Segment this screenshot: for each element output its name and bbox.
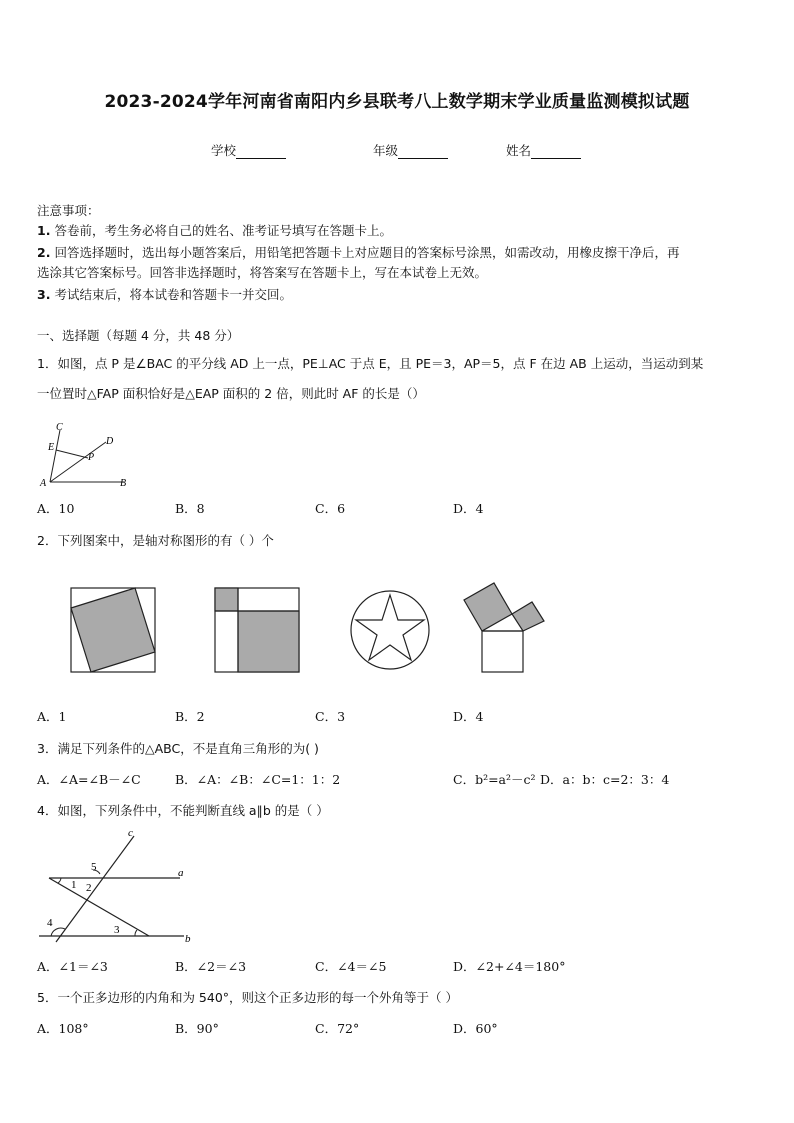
q1-stem-line2: 一位置时△FAP 面积恰好是△EAP 面积的 2 倍，则此时 AF 的长是（） bbox=[37, 386, 425, 401]
q5-option-d[interactable]: D．60° bbox=[453, 1021, 498, 1036]
q1-stem-line1: 1．如图，点 P 是∠BAC 的平分线 AD 上一点，PE⊥AC 于点 E，且 PE＝3，AP＝5，点 F 在边 AB 上运动，当运动到某 bbox=[37, 356, 704, 371]
q2-option-c[interactable]: C．3 bbox=[315, 709, 346, 724]
exam-title: 2023-2024学年河南省南阳内乡县联考八上数学期末学业质量监测模拟试题 bbox=[104, 92, 690, 112]
q2-figure-4 bbox=[464, 583, 544, 672]
q1-label-a: A bbox=[40, 478, 47, 489]
q1-option-d[interactable]: D．4 bbox=[453, 501, 484, 516]
q4-option-b[interactable]: B．∠2＝∠3 bbox=[175, 959, 247, 974]
grade-blank bbox=[398, 145, 448, 159]
q1-label-d: D bbox=[106, 436, 114, 447]
q4-figure bbox=[34, 826, 204, 950]
q4-stem: 4．如图，下列条件中，不能判断直线 a∥b 的是（ ） bbox=[37, 803, 329, 818]
school-field bbox=[211, 141, 286, 159]
q2-option-d[interactable]: D．4 bbox=[453, 709, 484, 724]
q1-figure bbox=[36, 418, 136, 494]
name-label: 姓名 bbox=[506, 143, 532, 158]
name-blank bbox=[531, 145, 581, 159]
q5-option-b[interactable]: B．90° bbox=[175, 1021, 219, 1036]
grade-label: 年级 bbox=[373, 143, 399, 158]
grade-field bbox=[373, 141, 448, 159]
q5-option-c[interactable]: C．72° bbox=[315, 1021, 360, 1036]
q4-label-a: a bbox=[178, 867, 184, 879]
q5-stem: 5．一个正多边形的内角和为 540°，则这个正多边形的每一个外角等于（ ） bbox=[37, 990, 459, 1005]
notice-item-3: 3. 考试结束后，将本试卷和答题卡一并交回。 bbox=[37, 287, 292, 302]
q4-label-2: 2 bbox=[86, 882, 92, 894]
q3-stem: 3．满足下列条件的△ABC，不是直角三角形的为( ) bbox=[37, 741, 319, 756]
q4-option-c[interactable]: C．∠4＝∠5 bbox=[315, 959, 387, 974]
section-heading: 一、选择题（每题 4 分，共 48 分） bbox=[37, 328, 240, 343]
school-blank bbox=[236, 145, 286, 159]
q4-label-3: 3 bbox=[114, 924, 120, 936]
q5-option-a[interactable]: A．108° bbox=[37, 1021, 89, 1036]
q2-figure-2 bbox=[215, 588, 299, 672]
q2-option-a[interactable]: A．1 bbox=[37, 709, 67, 724]
q4-label-4: 4 bbox=[47, 917, 53, 929]
q2-figures bbox=[60, 580, 560, 680]
q1-label-p: P bbox=[88, 452, 95, 463]
name-field bbox=[506, 141, 581, 159]
school-label: 学校 bbox=[211, 143, 237, 158]
notice-item-2: 2. 回答选择题时，选出每小题答案后，用铅笔把答题卡上对应题目的答案标号涂黑，如需改动，用橡皮擦干净后，再 bbox=[37, 245, 680, 260]
q4-label-1: 1 bbox=[71, 879, 77, 891]
q4-label-b: b bbox=[185, 933, 191, 945]
notice-heading: 注意事项： bbox=[37, 203, 100, 218]
q1-option-c[interactable]: C．6 bbox=[315, 501, 346, 516]
notice-item-2-cont: 选涂其它答案标号。回答非选择题时，将答案写在答题卡上，写在本试卷上无效。 bbox=[37, 265, 488, 280]
q1-option-a[interactable]: A．10 bbox=[37, 501, 75, 516]
q4-label-c: c bbox=[128, 827, 133, 839]
q3-option-d[interactable]: D．a：b：c=2：3：4 bbox=[540, 772, 670, 787]
q4-label-5: 5 bbox=[91, 861, 97, 873]
q2-figure-3 bbox=[351, 591, 429, 669]
q1-option-b[interactable]: B．8 bbox=[175, 501, 205, 516]
q1-label-c: C bbox=[56, 422, 63, 433]
q1-label-b: B bbox=[120, 478, 127, 489]
q2-figure-1 bbox=[71, 588, 155, 672]
q3-option-b[interactable]: B．∠A：∠B：∠C=1：1：2 bbox=[175, 772, 341, 787]
q1-label-e: E bbox=[48, 442, 55, 453]
q2-option-b[interactable]: B．2 bbox=[175, 709, 205, 724]
notice-item-1: 1. 答卷前，考生务必将自己的姓名、准考证号填写在答题卡上。 bbox=[37, 223, 392, 238]
q2-stem: 2．下列图案中，是轴对称图形的有（ ）个 bbox=[37, 533, 274, 548]
q3-option-c[interactable]: C．b²=a²－c² bbox=[453, 772, 536, 787]
q4-option-a[interactable]: A．∠1＝∠3 bbox=[37, 959, 108, 974]
q3-option-a[interactable]: A．∠A=∠B－∠C bbox=[37, 772, 141, 787]
q4-option-d[interactable]: D．∠2+∠4＝180° bbox=[453, 959, 566, 974]
